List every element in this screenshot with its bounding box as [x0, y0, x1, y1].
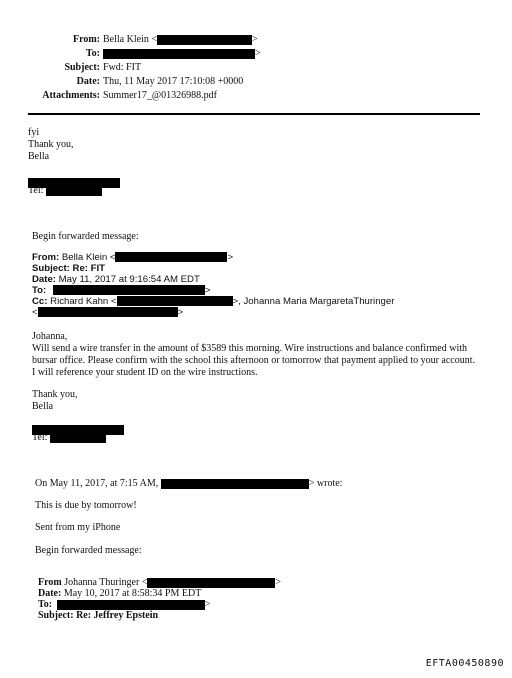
fwd2-from-row: [38, 577, 281, 588]
message-tel-label: Tel:: [32, 432, 48, 443]
header-divider: [28, 113, 480, 115]
quote-line-3: Begin forwarded message:: [35, 545, 142, 556]
fwd1-cc-row-2: [32, 307, 183, 318]
fwd1-subject-value: Re: FIT: [72, 263, 106, 274]
header-subject-row: [0, 62, 141, 73]
fwd1-subject-row: [32, 263, 105, 274]
header-date-row: [0, 76, 243, 87]
message-greeting: Johanna,: [32, 331, 68, 342]
redaction-bar: [115, 252, 227, 262]
header-subject-label: Subject:: [64, 62, 100, 73]
redaction-bar: [157, 35, 252, 45]
fwd2-from-close: >: [275, 577, 282, 588]
fwd1-from-row: [32, 252, 233, 263]
header-to-close: >: [255, 48, 261, 59]
header-attachments-value[interactable]: Summer17_@01326988.pdf: [103, 90, 217, 101]
redaction-bar: [57, 600, 205, 610]
fwd2-to-close: >: [204, 599, 211, 610]
redaction-bar: [53, 285, 205, 295]
header-date-value: Thu, 11 May 2017 17:10:08 +0000: [103, 76, 244, 87]
fwd2-from-value: Johanna Thuringer <: [64, 577, 148, 588]
fwd2-subject-label: Subject:: [38, 610, 74, 621]
body-tel-label: Tel:: [28, 185, 44, 196]
redaction-bar: [147, 578, 275, 588]
redaction-bar: [38, 307, 178, 317]
header-from-label: From:: [72, 34, 100, 45]
message-line-2: bursar office. Please confirm with the school this afternoon or tomorrow that payment applied to your account.: [32, 355, 476, 366]
quote-on-suffix: > wrote:: [308, 478, 343, 489]
header-to-row: [0, 48, 261, 59]
fwd1-to-row: [32, 285, 210, 296]
fwd1-from-close: >: [227, 252, 234, 263]
body-line-name: Bella: [28, 151, 50, 162]
fwd1-from-label: From:: [32, 252, 60, 263]
redaction-bar: [103, 49, 255, 59]
body-line-thanks: Thank you,: [28, 139, 74, 150]
fwd2-to-label: To:: [38, 599, 53, 610]
fwd2-subject-row: [38, 610, 158, 621]
fwd1-subject-label: Subject:: [32, 263, 70, 274]
redaction-bar: [50, 433, 106, 443]
header-to-label: To:: [85, 48, 100, 59]
fwd1-cc-row: [32, 296, 394, 307]
body-tel-row: [28, 185, 102, 196]
fwd1-cc-open: <: [32, 307, 38, 318]
fwd1-cc-close: >: [177, 307, 184, 318]
fwd2-to-row: [38, 599, 210, 610]
fwd2-from-label: From: [38, 577, 62, 588]
quote-attribution: [35, 478, 342, 489]
fwd1-date-value: May 11, 2017 at 9:16:54 AM EDT: [58, 274, 200, 285]
message-signoff: Thank you,: [32, 389, 78, 400]
message-line-3: I will reference your student ID on the wire instructions.: [32, 367, 258, 378]
body-line-fyi: fyi: [28, 127, 40, 138]
fwd2-date-row: [38, 588, 201, 599]
redaction-bar: [117, 296, 233, 306]
forward-intro-1: Begin forwarded message:: [32, 231, 139, 242]
fwd1-date-row: [32, 274, 200, 285]
fwd2-date-label: Date:: [38, 588, 62, 599]
fwd1-to-label: To:: [32, 285, 47, 296]
quote-line-2: Sent from my iPhone: [35, 522, 121, 533]
quote-line-1: This is due by tomorrow!: [35, 500, 137, 511]
header-from-row: [0, 34, 258, 45]
header-date-label: Date:: [76, 76, 100, 87]
fwd1-cc-value: Richard Kahn <: [50, 296, 117, 307]
fwd1-from-value: Bella Klein <: [61, 252, 116, 263]
fwd2-subject-value: Re: Jeffrey Epstein: [76, 610, 159, 621]
quote-on-prefix: On May 11, 2017, at 7:15 AM,: [35, 478, 159, 489]
fwd1-to-close: >: [204, 285, 211, 296]
header-subject-value: Fwd: FIT: [103, 62, 142, 73]
fwd1-cc-label: Cc:: [32, 296, 48, 307]
fwd1-cc-mid: >, Johanna Maria MargaretaThuringer: [232, 296, 395, 307]
message-signature: Bella: [32, 401, 54, 412]
message-line-1: Will send a wire transfer in the amount of $3589 this morning. Wire instructions and balance confirmed with: [32, 343, 468, 354]
redaction-bar: [161, 479, 309, 489]
header-attachments-label: Attachments:: [42, 90, 100, 101]
document-id: EFTA00450890: [425, 658, 504, 669]
header-from-value: Bella Klein <: [103, 34, 157, 45]
redaction-bar: [46, 186, 102, 196]
fwd1-date-label: Date:: [32, 274, 56, 285]
message-tel-row: [32, 432, 106, 443]
header-from-close: >: [251, 34, 258, 45]
header-attachments-row: [0, 90, 217, 101]
fwd2-date-value: May 10, 2017 at 8:58:34 PM EDT: [63, 588, 202, 599]
